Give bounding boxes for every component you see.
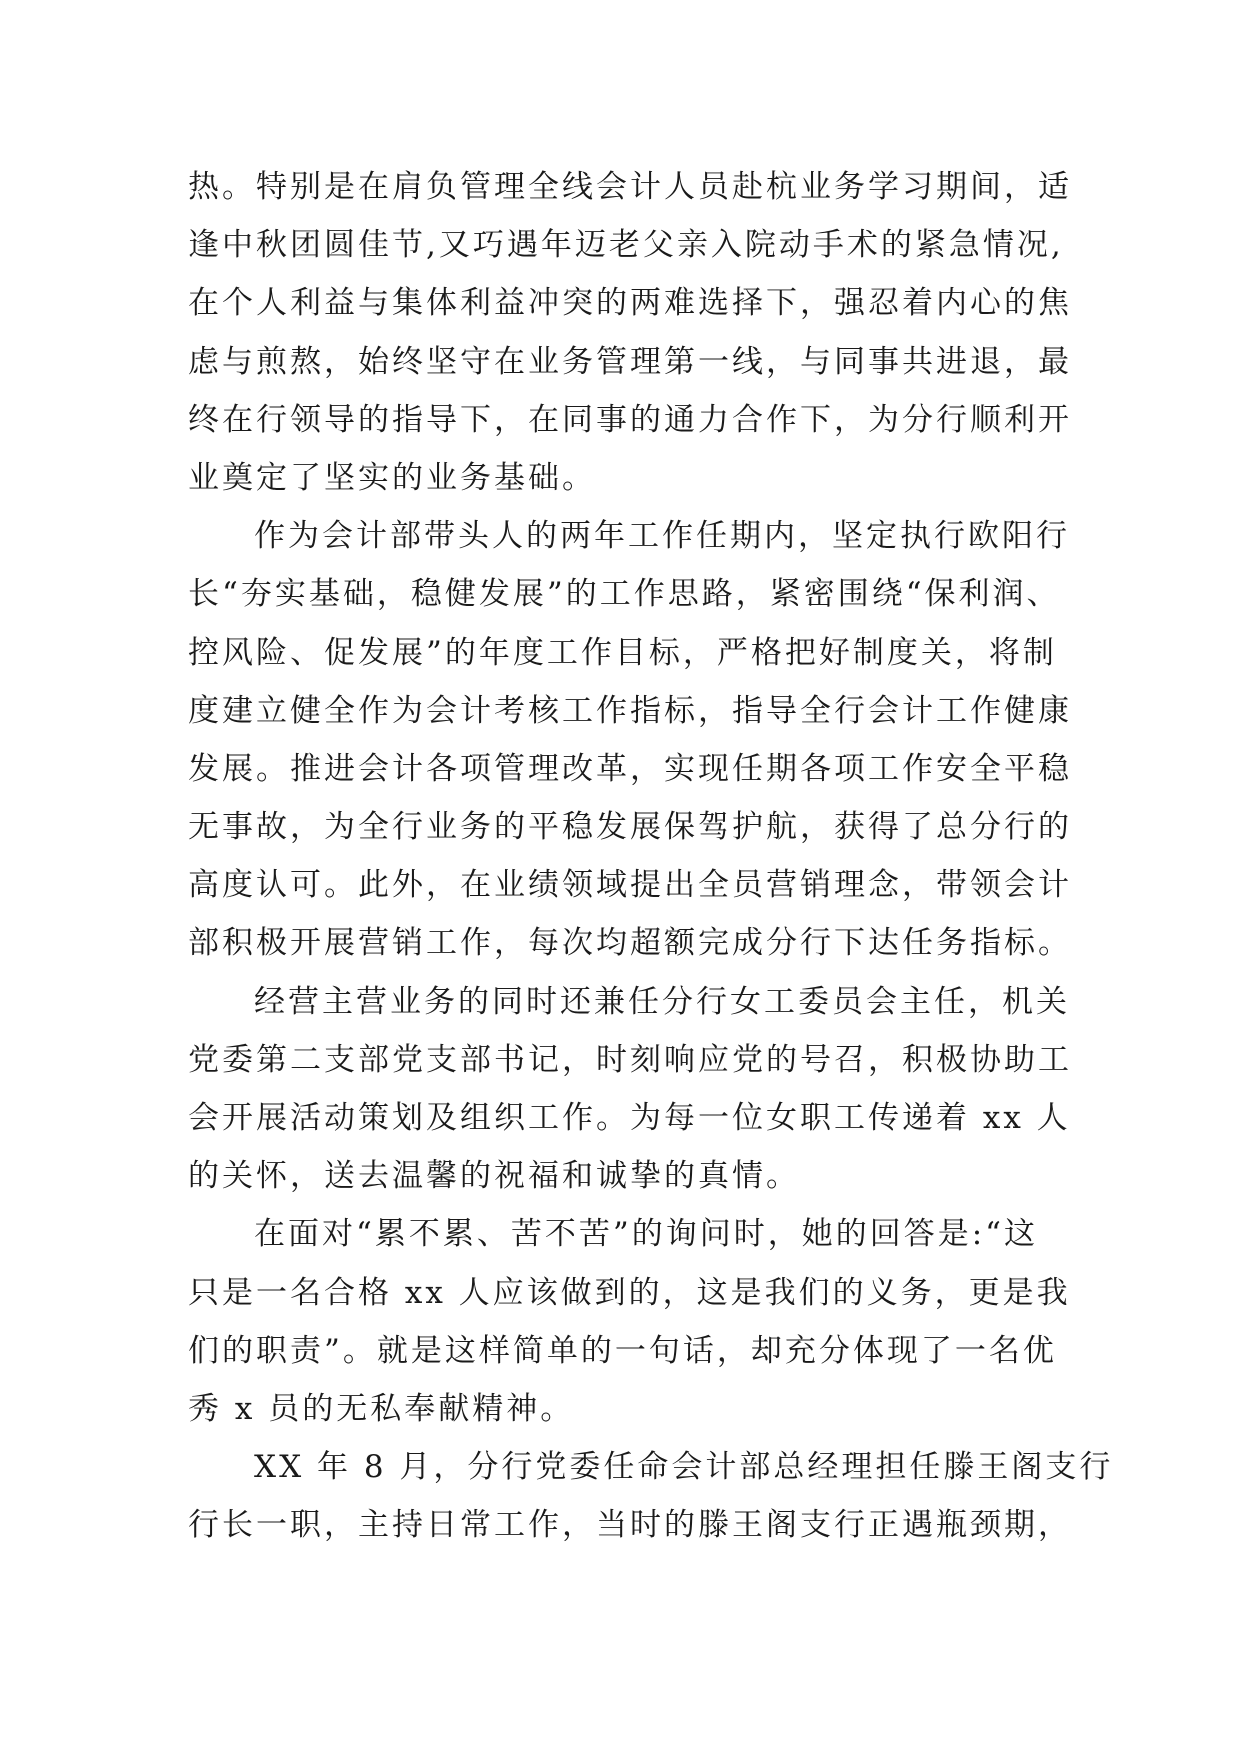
text-line: 秀 x 员的无私奉献精神。	[188, 1390, 575, 1427]
paragraph-p5	[188, 1438, 1114, 1554]
text-line: 在个人利益与集体利益冲突的两难选择下，强忍着内心的焦	[188, 285, 1072, 322]
text-line: XX 年 8 月，分行党委任命会计部总经理担任滕王阁支行	[254, 1449, 1114, 1486]
text-line: 会开展活动策划及组织工作。为每一位女职工传递着 xx 人	[188, 1100, 1071, 1136]
text-line: 逢中秋团圆佳节,又巧遇年迈老父亲入院动手术的紧急情况,	[188, 227, 1064, 264]
paragraph-p4	[188, 1205, 1088, 1438]
document-body	[188, 158, 1114, 1555]
text-line: 们的职责”。就是这样简单的一句话，却充分体现了一名优	[188, 1332, 1057, 1369]
paragraph-p2	[188, 507, 1088, 973]
text-line: 作为会计部带头人的两年工作任期内，坚定执行欧阳行	[254, 518, 1070, 555]
text-line: 行长一职，主持日常工作，当时的滕王阁支行正遇瓶颈期，	[188, 1507, 1072, 1544]
text-line: 热。特别是在肩负管理全线会计人员赴杭业务学习期间，适	[188, 169, 1072, 205]
paragraph-p3	[188, 973, 1088, 1206]
text-line: 无事故，为全行业务的平稳发展保驾护航，获得了总分行的	[188, 809, 1072, 846]
text-line: 的关怀，送去温馨的祝福和诚挚的真情。	[188, 1158, 800, 1195]
text-line: 经营主营业务的同时还兼任分行女工委员会主任，机关	[254, 983, 1070, 1020]
text-line: 只是一名合格 xx 人应该做到的，这是我们的义务，更是我	[188, 1274, 1071, 1311]
text-line: 部积极开展营销工作，每次均超额完成分行下达任务指标。	[188, 925, 1072, 962]
text-line: 在面对“累不累、苦不苦”的询问时，她的回答是:“这	[254, 1216, 1038, 1253]
paragraph-p1	[188, 158, 1088, 507]
text-line: 终在行领导的指导下，在同事的通力合作下，为分行顺利开	[188, 401, 1072, 438]
text-line: 控风险、促发展”的年度工作目标，严格把好制度关，将制	[188, 634, 1057, 671]
text-line: 高度认可。此外，在业绩领域提出全员营销理念，带领会计	[188, 867, 1072, 904]
text-line: 党委第二支部党支部书记，时刻响应党的号召，积极协助工	[188, 1041, 1072, 1078]
text-line: 发展。推进会计各项管理改革，实现任期各项工作安全平稳	[188, 750, 1072, 787]
text-line: 度建立健全作为会计考核工作指标，指导全行会计工作健康	[188, 692, 1072, 729]
text-line: 虑与煎熬，始终坚守在业务管理第一线，与同事共进退，最	[188, 343, 1072, 380]
text-line: 长“夯实基础，稳健发展”的工作思路，紧密围绕“保利润、	[188, 576, 1061, 613]
text-line: 业奠定了坚实的业务基础。	[188, 459, 596, 496]
